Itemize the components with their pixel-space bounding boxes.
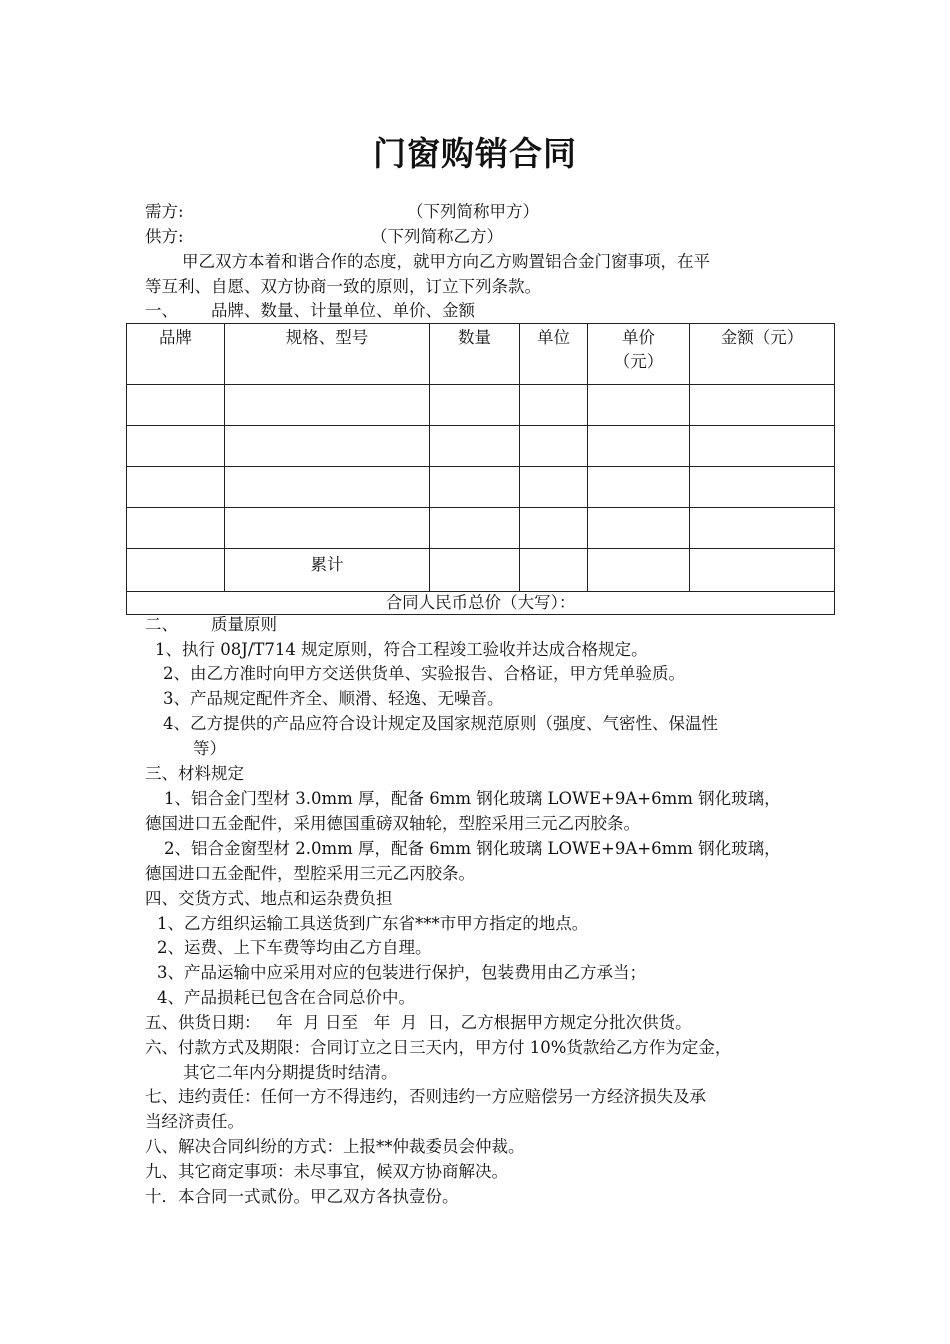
table-cell [690,385,835,426]
table-cell [520,549,588,592]
header-brand: 品牌 [127,324,225,385]
subtotal-label: 累计 [225,549,430,592]
quality-item-1: 1、执行 08J/T714 规定原则，符合工程竣工验收并达成合格规定。 [155,640,648,659]
table-cell [588,549,690,592]
delivery-item-1: 1、乙方组织运输工具送货到广东省***市甲方指定的地点。 [157,914,589,933]
section1-title: 品牌、数量、计量单位、单价、金额 [211,301,475,320]
table-cell [225,385,430,426]
section8: 八、解决合同纠纷的方式：上报**仲裁委员会仲裁。 [145,1137,525,1156]
supplier-label: 供方: [145,227,184,246]
supplier-note: （下列简称乙方） [371,227,503,246]
table-cell [127,508,225,549]
table-cell [127,549,225,592]
table-cell [690,467,835,508]
quality-item-2: 2、由乙方准时向甲方交送供货单、实验报告、合格证，甲方凭单验质。 [163,664,685,683]
section7-line-1: 七、违约责任：任何一方不得违约，否则违约一方应赔偿另一方经济损失及承 [145,1087,706,1106]
section1-heading [145,299,475,323]
section2-title: 质量原则 [211,615,277,634]
table-cell [430,385,520,426]
material-line-2: 德国进口五金配件，采用德国重磅双轴轮，型腔采用三元乙丙胶条。 [145,814,640,833]
table-cell [430,426,520,467]
section2-number: 二、 [145,615,178,634]
table-row [127,385,835,426]
table-row [127,508,835,549]
table-cell [225,467,430,508]
table-cell [690,549,835,592]
material-line-1: 1、铝合金门型材 3.0mm 厚，配备 6mm 钢化玻璃 LOWE+9A+6mm 钢化玻璃， [164,789,781,808]
material-line-4: 德国进口五金配件，型腔采用三元乙丙胶条。 [145,864,475,883]
section10: 十．本合同一式贰份。甲乙双方各执壹份。 [145,1187,459,1206]
header-quantity: 数量 [430,324,520,385]
table-cell [690,426,835,467]
table-cell [588,426,690,467]
quality-item-4: 4、乙方提供的产品应符合设计规定及国家规范原则（强度、气密性、保温性 [163,714,718,733]
grand-total-row [127,592,835,615]
table-cell [588,508,690,549]
delivery-item-3: 3、产品运输中应采用对应的包装进行保护，包装费用由乙方承当； [157,963,646,982]
table-cell [430,467,520,508]
subtotal-row [127,549,835,592]
table-cell [588,385,690,426]
section1-number: 一、 [145,301,178,320]
table-header-row [127,324,835,385]
section2-heading [145,613,277,637]
table-cell [520,467,588,508]
table-cell [520,508,588,549]
table-cell [127,467,225,508]
table-cell [588,467,690,508]
quality-item-4-cont: 等） [193,739,226,758]
section4-title: 四、交货方式、地点和运杂费负担 [145,889,393,908]
table-cell [520,385,588,426]
section7-line-2: 当经济责任。 [145,1112,244,1131]
intro-line-2: 等互利、自愿、双方协商一致的原则，订立下列条款。 [145,277,541,296]
section6-line-2: 其它二年内分期提货时结清。 [183,1063,398,1082]
table-row [127,426,835,467]
table-cell [430,549,520,592]
section5-supply-date: 五、供货日期： 年 月 日至 年 月 日，乙方根据甲方规定分批次供货。 [145,1013,692,1032]
header-spec-model: 规格、型号 [225,324,430,385]
section9: 九、其它商定事项：未尽事宜，候双方协商解决。 [145,1162,508,1181]
table-cell [225,508,430,549]
table-cell [430,508,520,549]
document-title: 门窗购销合同 [373,134,577,173]
table-cell [690,508,835,549]
material-line-3: 2、铝合金窗型材 2.0mm 厚，配备 6mm 钢化玻璃 LOWE+9A+6mm 钢化玻璃， [164,839,781,858]
buyer-label: 需方: [145,202,184,221]
grand-total-label: 合同人民币总价（大写）： [127,592,835,615]
table-cell [127,385,225,426]
table-cell [520,426,588,467]
delivery-item-4: 4、产品损耗已包含在合同总价中。 [157,988,415,1007]
items-table [126,323,835,615]
section6-line-1: 六、付款方式及期限：合同订立之日三天内，甲方付 10%货款给乙方作为定金， [145,1038,732,1057]
buyer-line [145,200,539,224]
table-cell [225,426,430,467]
buyer-note: （下列简称甲方） [407,202,539,221]
header-amount: 金额（元） [690,324,835,385]
intro-line-1: 甲乙双方本着和谐合作的态度，就甲方向乙方购置铝合金门窗事项，在平 [182,252,710,271]
header-unit: 单位 [520,324,588,385]
header-unit-price: 单价（元） [588,324,690,385]
table-row [127,467,835,508]
supplier-line [145,225,503,249]
delivery-item-2: 2、运费、上下车费等均由乙方自理。 [157,938,432,957]
table-cell [127,426,225,467]
quality-item-3: 3、产品规定配件齐全、顺滑、轻逸、无噪音。 [163,689,504,708]
section3-title: 三、材料规定 [145,764,244,783]
